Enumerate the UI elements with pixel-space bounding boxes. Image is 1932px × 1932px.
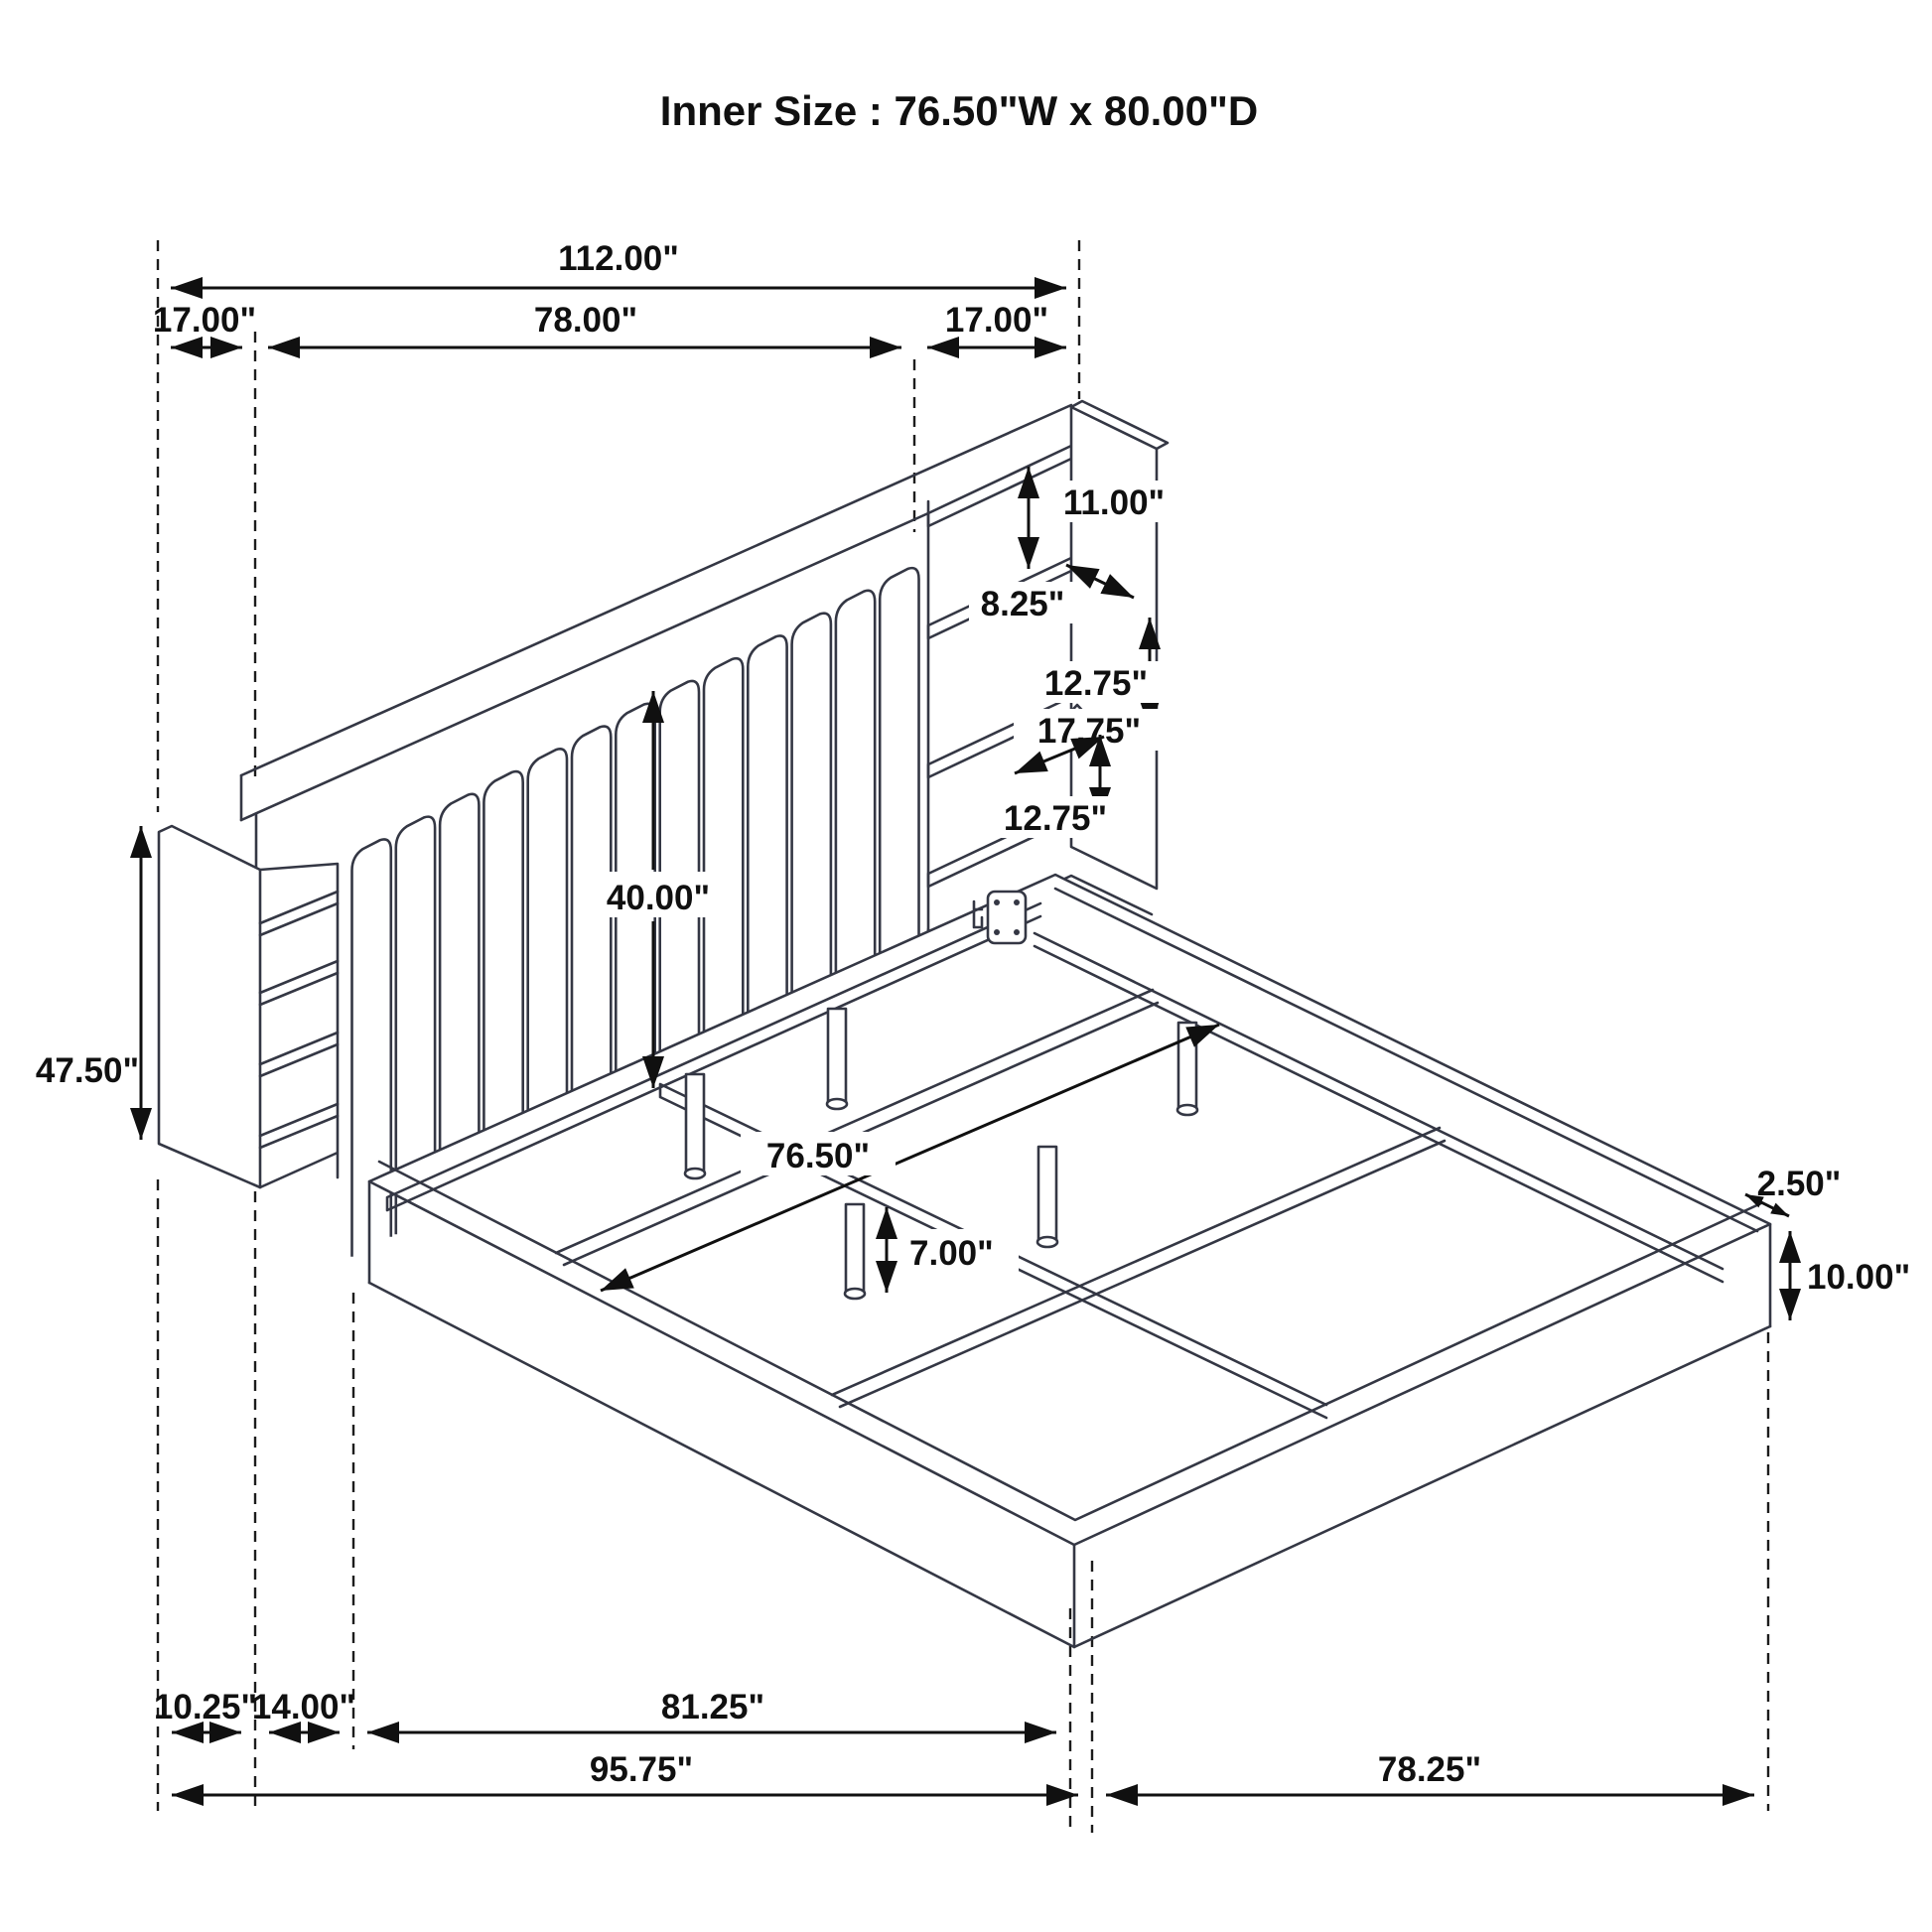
dim-headboard-width: 78.00" bbox=[533, 301, 638, 340]
dim-rim-lip: 2.50" bbox=[1756, 1165, 1842, 1203]
headboard-channel bbox=[748, 635, 786, 1054]
page-title: Inner Size : 76.50"W x 80.00"D bbox=[659, 87, 1259, 134]
dim-platform-side: 81.25" bbox=[660, 1688, 765, 1726]
headboard-channel bbox=[836, 591, 875, 1011]
dim-pier-height: 47.50" bbox=[35, 1051, 140, 1090]
dim-leg-height: 7.00" bbox=[909, 1234, 994, 1273]
dim-right-pier-width: 17.00" bbox=[944, 301, 1049, 340]
dim-left-pier-width: 17.00" bbox=[152, 301, 257, 340]
headboard-channel bbox=[352, 839, 391, 1256]
dim-platform-foot-width: 78.25" bbox=[1377, 1750, 1482, 1789]
dim-overall-side-depth: 95.75" bbox=[589, 1750, 694, 1789]
dim-side-rail-height: 10.00" bbox=[1807, 1258, 1911, 1297]
dim-inner-width: 76.50" bbox=[765, 1137, 871, 1175]
dim-lower-shelf-opening: 12.75" bbox=[1003, 799, 1108, 838]
headboard-channel bbox=[880, 568, 918, 988]
dim-top-shelf-depth: 8.25" bbox=[980, 585, 1065, 623]
bed-leg bbox=[1037, 1147, 1057, 1247]
dim-upper-shelf-opening: 12.75" bbox=[1043, 664, 1149, 703]
bed-leg bbox=[685, 1074, 705, 1178]
headboard-channel bbox=[704, 658, 743, 1077]
dim-mid-shelf-depth: 17.75" bbox=[1036, 712, 1142, 751]
bed-leg bbox=[827, 1009, 847, 1109]
dim-headboard-height: 40.00" bbox=[606, 879, 711, 917]
dim-overall-width: 112.00" bbox=[558, 239, 679, 278]
bed-leg bbox=[845, 1204, 865, 1299]
headboard-channel bbox=[792, 614, 831, 1034]
left-pier bbox=[159, 826, 338, 1187]
dim-pier-top-opening: 11.00" bbox=[1062, 483, 1166, 522]
dim-pier-front-depth: 14.00" bbox=[251, 1688, 356, 1726]
dim-pier-side-offset: 10.25" bbox=[153, 1688, 258, 1726]
